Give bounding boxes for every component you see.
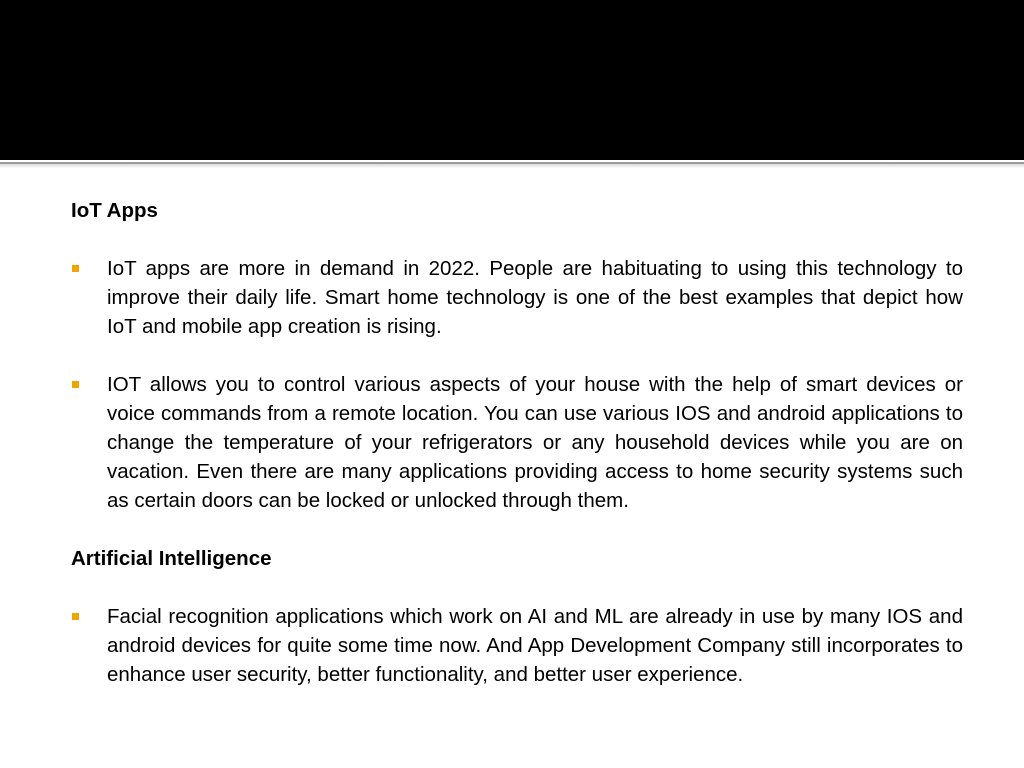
slide-body xyxy=(71,196,963,718)
bullet-item xyxy=(71,370,963,515)
section-heading-iot-apps: IoT Apps xyxy=(71,199,158,222)
square-bullet-icon xyxy=(72,381,79,388)
square-bullet-icon xyxy=(72,613,79,620)
square-bullet-icon xyxy=(72,265,79,272)
bullet-text: IOT allows you to control various aspects of your house with the help of smart devices or voice commands from a remote location. You can use various IOS and android applications to change the temperature of your refrigerators or any household devices while you are on vacation. Even there are many applications providing access to home security systems such as certain doors can be locked or unlocked through them. xyxy=(107,373,963,512)
title-divider xyxy=(0,160,1024,168)
bullet-item xyxy=(71,254,963,341)
bullet-text: IoT apps are more in demand in 2022. People are habituating to using this technology to improve their daily life. Smart home technology is one of the best examples that depict how IoT and mobile app creation is rising. xyxy=(107,257,963,338)
bullet-text: Facial recognition applications which work on AI and ML are already in use by many IOS and android devices for quite some time now. And App Development Company still incorporates to enhance user security, better functionality, and better user experience. xyxy=(107,605,963,686)
slide-title-band xyxy=(0,0,1024,160)
bullet-item xyxy=(71,602,963,689)
section-heading-artificial-intelligence: Artificial Intelligence xyxy=(71,547,272,570)
